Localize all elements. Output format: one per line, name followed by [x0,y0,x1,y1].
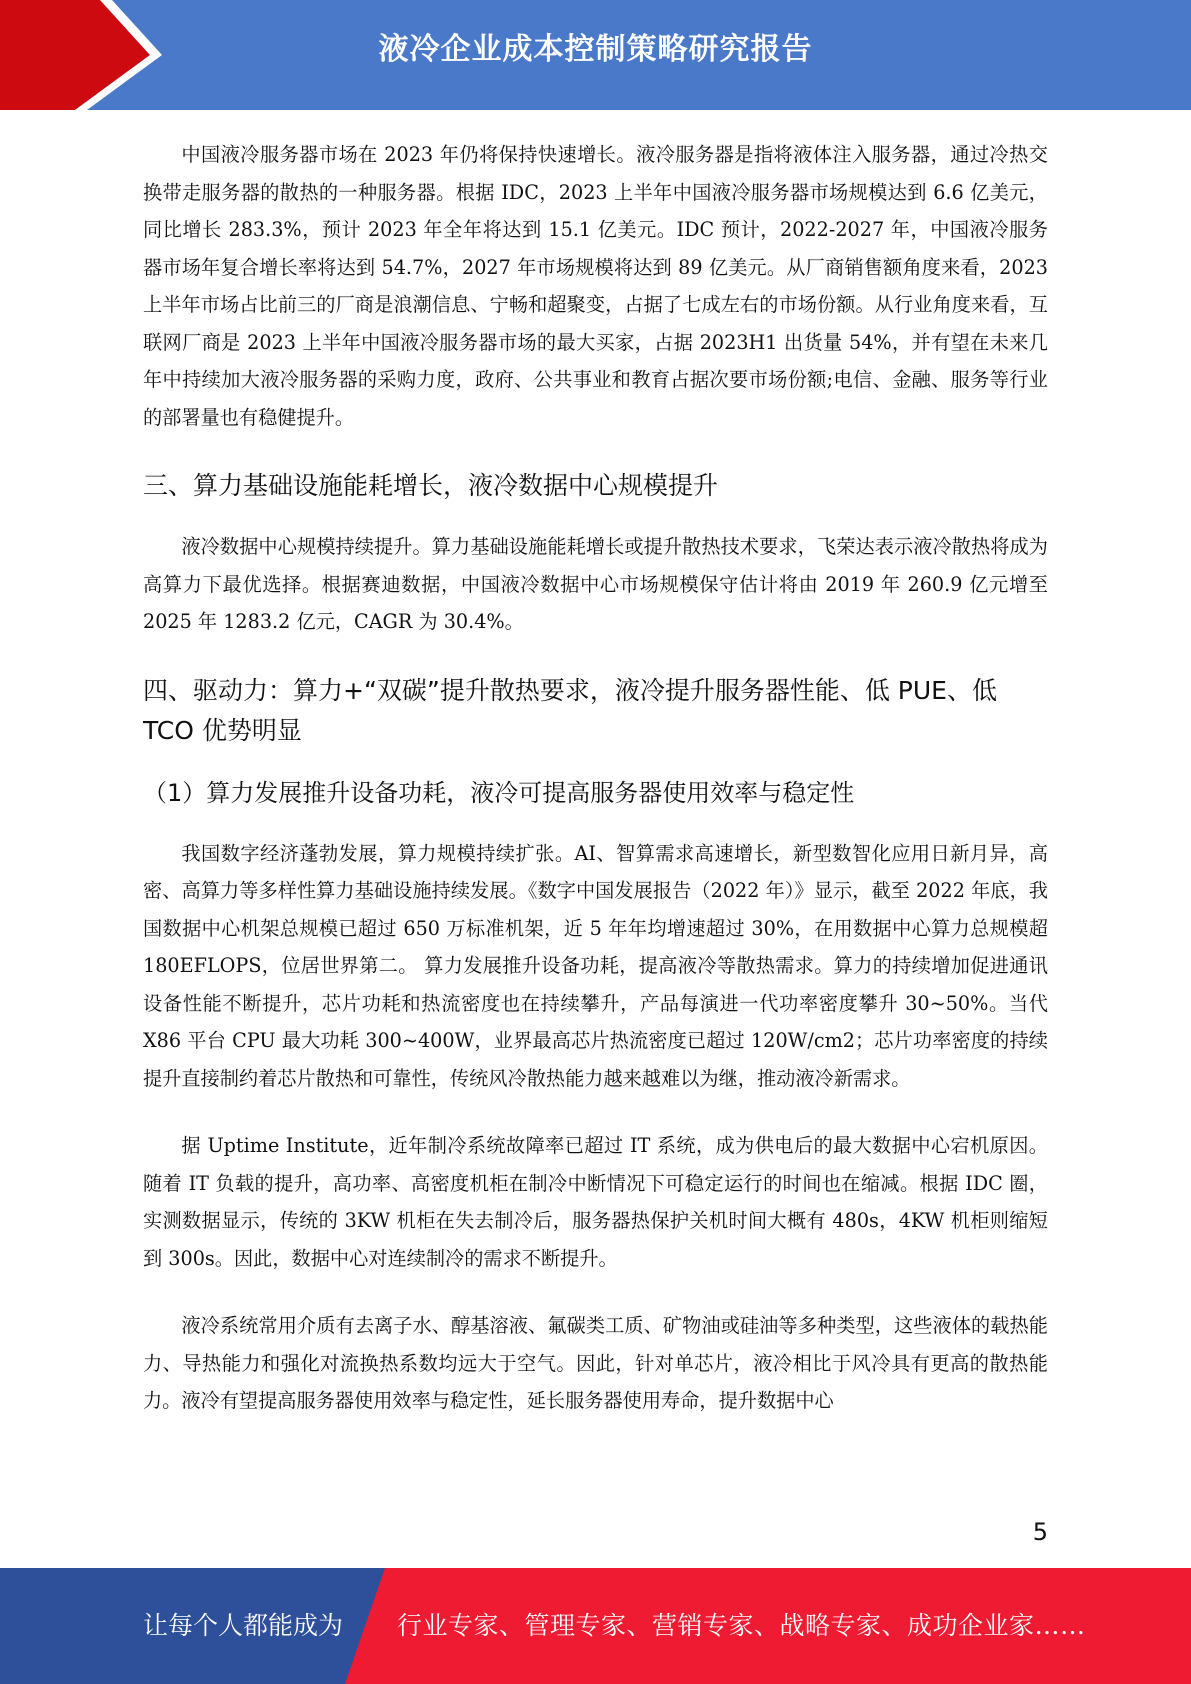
paragraph-computing-power-growth: 我国数字经济蓬勃发展，算力规模持续扩张。AI、智算需求高速增长，新型数智化应用日新月异，高密、高算力等多样性算力基础设施持续发展。《数字中国发展报告（2022 年）》显示，截至 2022 年底，我国数据中心机架总规模已超过 650 万标准机架，近 5 年年均增速超过 30%，在用数据中心算力总规模超 180EFLOPS，位居世界第二。 算力发展推升设备功耗，提高液冷等散热需求。算力的持续增加促进通讯设备性能不断提升，芯片功耗和热流密度也在持续攀升，产品每演进一代功率密度攀升 30~50%。当代 X86 平台 CPU 最大功耗 300~400W，业界最高芯片热流密度已超过 120W/cm2；芯片功率密度的持续提升直接制约着芯片散热和可靠性，传统风冷散热能力越来越难以为继，推动液冷新需求。 [143,841,1048,1090]
section-heading-3: 三、算力基础设施能耗增长，液冷数据中心规模提升 [143,471,719,500]
paragraph-data-center-scale: 液冷数据中心规模持续提升。算力基础设施能耗增长或提升散热技术要求，飞荣达表示液冷散热将成为高算力下最优选择。根据赛迪数据，中国液冷数据中心市场规模保守估计将由 2019 年 260.9 亿元增至 2025 年 1283.2 亿元，CAGR 为 30.4%。 [143,535,1048,633]
paragraph-cooling-media: 液冷系统常用介质有去离子水、醇基溶液、氟碳类工质、矿物油或硅油等多种类型，这些液体的载热能力、导热能力和强化对流换热系数均远大于空气。因此，针对单芯片，液冷相比于风冷具有更高的散热能力。液冷有望提高服务器使用效率与稳定性，延长服务器使用寿命，提升数据中心 [143,1314,1048,1412]
footer-slogan-right: 行业专家、管理专家、营销专家、战略专家、成功企业家…… [397,1611,1086,1640]
footer-slogan-left: 让每个人都能成为 [143,1611,344,1640]
page-content [143,130,1048,1450]
subsection-heading-1: （1）算力发展推升设备功耗，液冷可提高服务器使用效率与稳定性 [143,778,855,807]
page-footer [0,1568,1191,1684]
page-header [0,0,1191,110]
document-title: 液冷企业成本控制策略研究报告 [378,32,813,67]
paragraph-uptime-institute: 据 Uptime Institute，近年制冷系统故障率已超过 IT 系统，成为供电后的最大数据中心宕机原因。随着 IT 负载的提升，高功率、高密度机柜在制冷中断情况下可稳定运行的时间也在缩减。根据 IDC 圈，实测数据显示，传统的 3KW 机柜在失去制冷后，服务器热保护关机时间大概有 480s，4KW 机柜则缩短到 300s。因此，数据中心对连续制冷的需求不断提升。 [143,1134,1048,1270]
page-number: 5 [1032,1518,1048,1546]
paragraph-liquid-cooling-server-market: 中国液冷服务器市场在 2023 年仍将保持快速增长。液冷服务器是指将液体注入服务器，通过冷热交换带走服务器的散热的一种服务器。根据 IDC，2023 上半年中国液冷服务器市场规模达到 6.6 亿美元，同比增长 283.3%，预计 2023 年全年将达到 15.1 亿美元。IDC 预计，2022-2027 年，中国液冷服务器市场年复合增长率将达到 54.7%，2027 年市场规模将达到 89 亿美元。从厂商销售额角度来看，2023 上半年市场占比前三的厂商是浪潮信息、宁畅和超聚变，占据了七成左右的市场份额。从行业角度来看，互联网厂商是 2023 上半年中国液冷服务器市场的最大买家，占据 2023H1 出货量 54%，并有望在未来几年中持续加大液冷服务器的采购力度，政府、公共事业和教育占据次要市场份额;电信、金融、服务等行业的部署量也有稳健提升。 [143,143,1048,429]
section-heading-4: 四、驱动力：算力+“双碳”提升散热要求，液冷提升服务器性能、低 PUE、低 TCO 优势明显 [143,675,997,745]
